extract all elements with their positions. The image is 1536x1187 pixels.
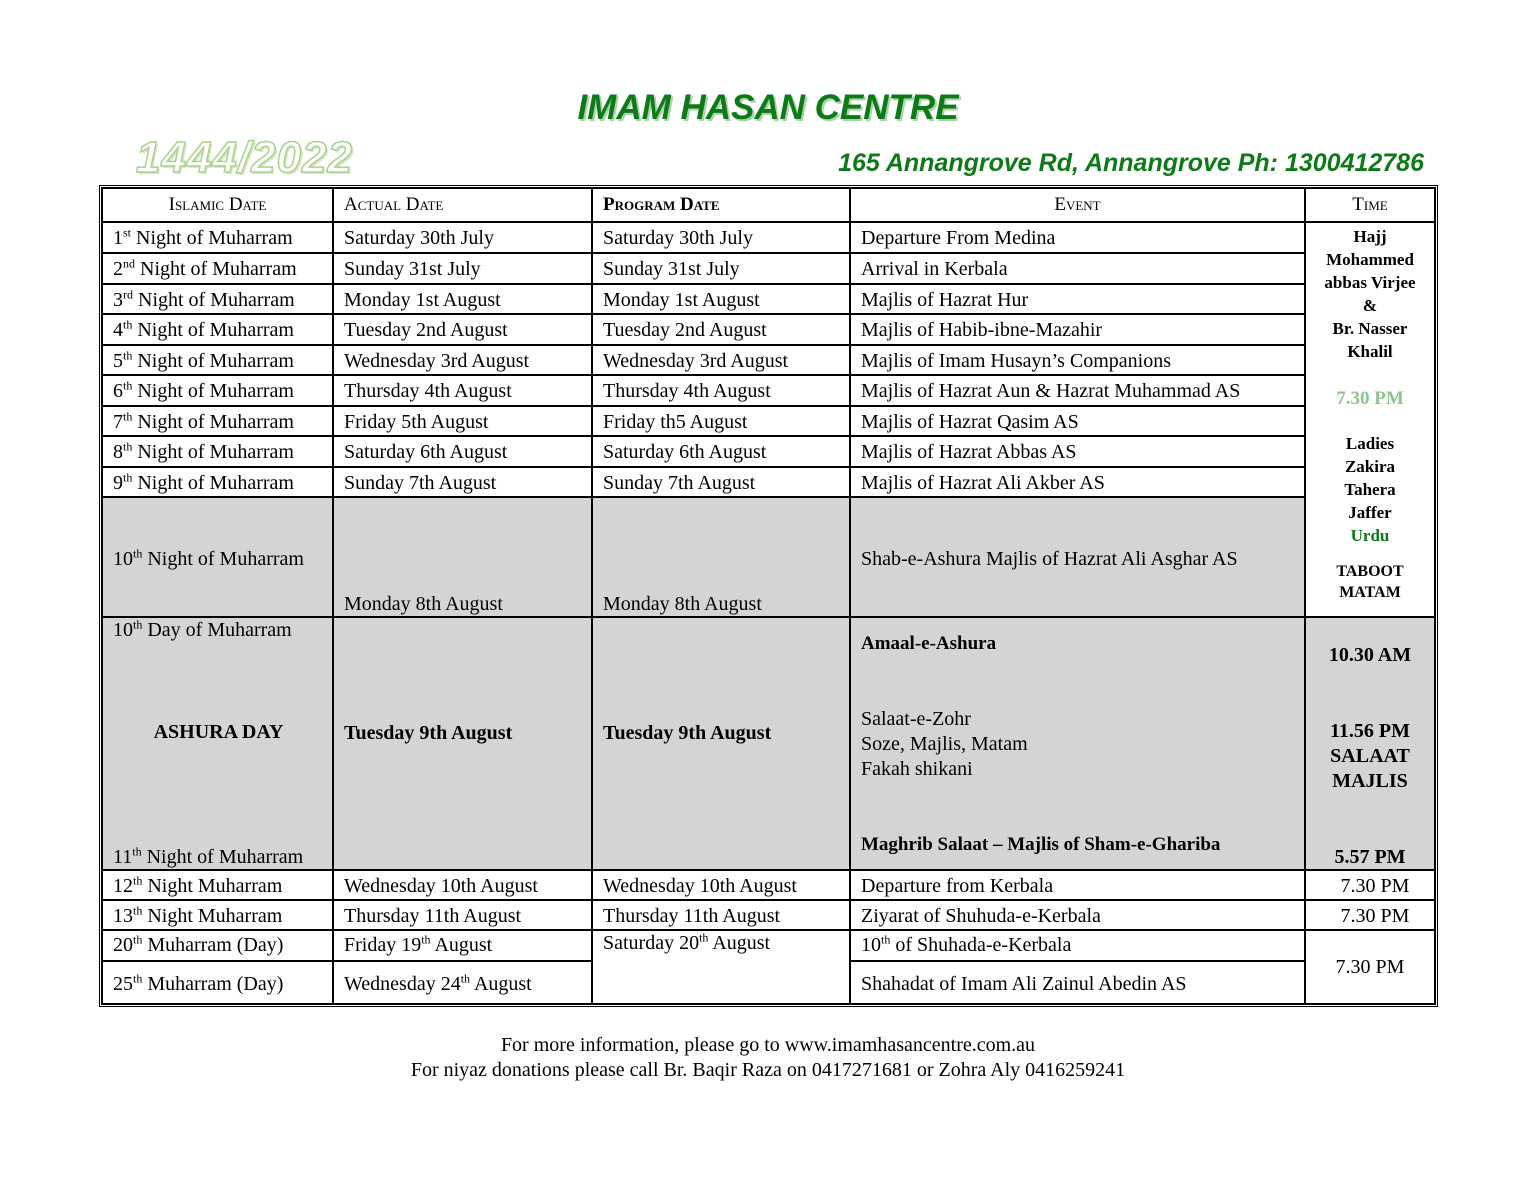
event-cell: Majlis of Hazrat Ali Akber AS xyxy=(850,467,1305,497)
actual-date-cell: Sunday 7th August xyxy=(333,467,592,497)
islamic-date-cell: 13th Night Muharram xyxy=(102,900,333,930)
islamic-date-cell: 25th Muharram (Day) xyxy=(102,961,333,1004)
program-date-cell: Tuesday 9th August xyxy=(592,617,850,870)
majlis-time: 7.30 PM xyxy=(1336,388,1404,409)
actual-date-cell: Friday 5th August xyxy=(333,406,592,436)
islamic-date-cell: 5th Night of Muharram xyxy=(102,345,333,375)
islamic-date-cell: 1st Night of Muharram xyxy=(102,222,333,253)
program-date-cell: Sunday 31st July xyxy=(592,253,850,284)
actual-date-cell: Thursday 11th August xyxy=(333,900,592,930)
program-date-cell: Sunday 7th August xyxy=(592,467,850,497)
time-cell-speakers xyxy=(1305,222,1435,617)
footer-donations: For niyaz donations please call Br. Baqir Raza on 0417271681 or Zohra Aly 0416259241 xyxy=(410,1059,1126,1081)
language-label: Urdu xyxy=(1350,526,1390,545)
islamic-date-cell: 10th Night of Muharram xyxy=(102,497,333,617)
time-cell: 7.30 PM xyxy=(1305,930,1435,1004)
program-date-cell: Monday 8th August xyxy=(592,497,850,617)
actual-date-cell: Saturday 6th August xyxy=(333,436,592,467)
ashura-event-cell xyxy=(850,617,1305,870)
program-date-cell: Wednesday 3rd August xyxy=(592,345,850,375)
islamic-date-cell: 12th Night Muharram xyxy=(102,870,333,900)
night-number: 11 xyxy=(113,846,133,868)
time-text: 11.56 PM xyxy=(1330,720,1410,742)
event-cell: Shab-e-Ashura Majlis of Hazrat Ali Asghar AS xyxy=(850,497,1305,617)
col-header-actual-date: Actual Date xyxy=(333,188,592,222)
actual-date-cell: Wednesday 24th August xyxy=(333,961,592,1004)
islamic-date-cell: 8th Night of Muharram xyxy=(102,436,333,467)
actual-date-cell: Thursday 4th August xyxy=(333,375,592,406)
speaker-text: Br. Nasser xyxy=(1332,319,1408,338)
page-title: IMAM HASAN CENTRE xyxy=(577,88,959,127)
event-text: Fakah shikani xyxy=(861,758,973,780)
program-date-cell: Tuesday 2nd August xyxy=(592,314,850,345)
footer-info: For more information, please go to www.imamhasancentre.com.au xyxy=(500,1034,1036,1056)
actual-date-cell: Monday 8th August xyxy=(333,497,592,617)
islamic-date-cell: 4th Night of Muharram xyxy=(102,314,333,345)
event-cell: Ziyarat of Shuhuda-e-Kerbala xyxy=(850,900,1305,930)
event-cell: Arrival in Kerbala xyxy=(850,253,1305,284)
event-cell: Majlis of Habib-ibne-Mazahir xyxy=(850,314,1305,345)
actual-date-cell: Wednesday 3rd August xyxy=(333,345,592,375)
ladies-text: Ladies xyxy=(1345,434,1395,453)
ordinal: th xyxy=(133,617,143,632)
program-date-cell: Saturday 20th August xyxy=(592,930,850,1004)
event-cell: Departure from Kerbala xyxy=(850,870,1305,900)
program-date-cell: Thursday 11th August xyxy=(592,900,850,930)
matam-label: MATAM xyxy=(1339,584,1401,601)
speaker-text: Hajj xyxy=(1353,227,1387,246)
time-text: 10.30 AM xyxy=(1328,644,1412,666)
event-cell: Majlis of Hazrat Qasim AS xyxy=(850,406,1305,436)
program-table xyxy=(99,185,1438,1007)
program-date-cell: Friday th5 August xyxy=(592,406,850,436)
ladies-text: Zakira xyxy=(1344,457,1396,476)
event-cell: 10th of Shuhada-e-Kerbala xyxy=(850,930,1305,961)
col-header-time: Time xyxy=(1305,188,1435,222)
program-date-cell: Monday 1st August xyxy=(592,284,850,314)
col-header-islamic-date: Islamic Date xyxy=(102,188,333,222)
event-text: Maghrib Salaat – Majlis of Sham-e-Ghariba xyxy=(861,834,1221,855)
time-text: 5.57 PM xyxy=(1334,846,1406,868)
actual-date-cell: Tuesday 2nd August xyxy=(333,314,592,345)
islamic-date-cell: 20th Muharram (Day) xyxy=(102,930,333,961)
islamic-date-cell: 6th Night of Muharram xyxy=(102,375,333,406)
event-text: Soze, Majlis, Matam xyxy=(861,733,1028,755)
time-text: MAJLIS xyxy=(1332,770,1408,792)
ashura-day-label: ASHURA DAY xyxy=(153,721,284,743)
event-cell: Majlis of Imam Husayn’s Companions xyxy=(850,345,1305,375)
actual-date-cell: Monday 1st August xyxy=(333,284,592,314)
year-label: 1444/2022 xyxy=(136,133,353,182)
col-header-program-date: Program Date xyxy=(592,188,850,222)
speaker-text: Mohammed xyxy=(1326,250,1414,269)
event-text: Salaat-e-Zohr xyxy=(861,708,971,730)
islamic-date-cell: 9th Night of Muharram xyxy=(102,467,333,497)
speaker-text: abbas Virjee xyxy=(1324,273,1416,292)
program-date-cell: Saturday 30th July xyxy=(592,222,850,253)
program-date-cell: Thursday 4th August xyxy=(592,375,850,406)
program-date-cell: Wednesday 10th August xyxy=(592,870,850,900)
address-phone: 165 Annangrove Rd, Annangrove Ph: 1300412786 xyxy=(838,149,1424,177)
event-cell: Majlis of Hazrat Aun & Hazrat Muhammad AS xyxy=(850,375,1305,406)
event-text: Amaal-e-Ashura xyxy=(861,633,997,654)
day-number: 10 xyxy=(113,619,133,641)
speaker-text: Khalil xyxy=(1347,342,1393,361)
ashura-time-cell xyxy=(1305,617,1435,870)
time-cell: 7.30 PM xyxy=(1305,870,1435,900)
time-text: SALAAT xyxy=(1330,745,1410,767)
event-cell: Majlis of Hazrat Hur xyxy=(850,284,1305,314)
ordinal: th xyxy=(132,844,142,859)
event-cell: Departure From Medina xyxy=(850,222,1305,253)
program-date-cell: Saturday 6th August xyxy=(592,436,850,467)
ladies-text: Jaffer xyxy=(1348,503,1392,522)
islamic-date-cell: 7th Night of Muharram xyxy=(102,406,333,436)
night-label: Night of Muharram xyxy=(141,846,304,868)
ashura-islamic-cell xyxy=(102,617,333,870)
actual-date-cell: Tuesday 9th August xyxy=(333,617,592,870)
day-label: Day of Muharram xyxy=(142,619,292,641)
actual-date-cell: Sunday 31st July xyxy=(333,253,592,284)
actual-date-cell: Wednesday 10th August xyxy=(333,870,592,900)
event-cell: Majlis of Hazrat Abbas AS xyxy=(850,436,1305,467)
actual-date-cell: Friday 19th August xyxy=(333,930,592,961)
actual-date-cell: Saturday 30th July xyxy=(333,222,592,253)
event-cell: Shahadat of Imam Ali Zainul Abedin AS xyxy=(850,961,1305,1004)
col-header-event: Event xyxy=(850,188,1305,222)
islamic-date-cell: 2nd Night of Muharram xyxy=(102,253,333,284)
time-cell: 7.30 PM xyxy=(1305,900,1435,930)
islamic-date-cell: 3rd Night of Muharram xyxy=(102,284,333,314)
ladies-text: Tahera xyxy=(1344,480,1396,499)
speaker-text: & xyxy=(1362,296,1378,315)
taboot-label: TABOOT xyxy=(1336,563,1404,580)
